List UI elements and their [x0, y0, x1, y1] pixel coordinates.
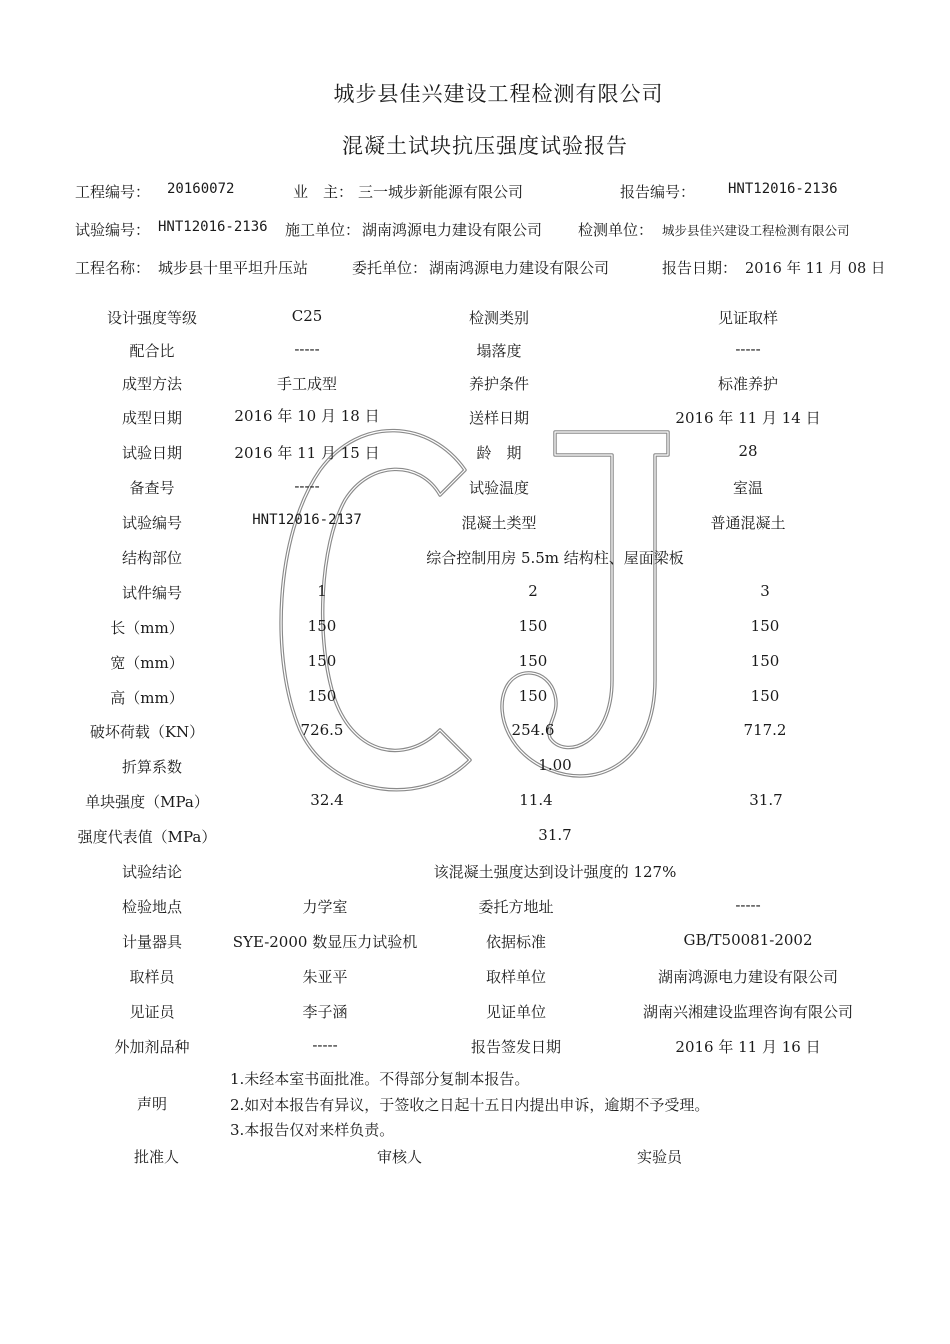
width-1: 150	[307, 652, 337, 670]
issue-date-value: 2016 年 11 月 16 日	[675, 1038, 821, 1056]
builder-value: 湖南鸿源电力建设有限公司	[362, 221, 543, 239]
reference-no-value: -----	[294, 477, 320, 495]
length-2: 150	[518, 617, 548, 635]
row-label-issue-date: 报告签发日期	[470, 1038, 562, 1056]
row-label-height: 高（mm）	[110, 689, 184, 707]
approver-label: 批准人	[134, 1148, 180, 1166]
conclusion-value: 该混凝土强度达到设计强度的 127%	[433, 863, 677, 881]
project-name-value: 城步县十里平坦升压站	[158, 259, 309, 277]
report-date-value: 2016 年 11 月 08 日	[745, 261, 886, 277]
row-label-sampler: 取样员	[129, 968, 175, 986]
admixture-value: -----	[312, 1036, 338, 1054]
statement-line-3: 3.本报告仅对来样负责。	[230, 1121, 395, 1139]
row-label-structure-part: 结构部位	[121, 549, 183, 567]
row-label-width: 宽（mm）	[110, 654, 184, 672]
row-label-test-no: 试验编号	[121, 514, 183, 532]
owner-value: 三一城步新能源有限公司	[358, 183, 524, 201]
row-label-test-temperature: 试验温度	[468, 479, 530, 497]
representative-strength-value: 31.7	[538, 826, 572, 844]
row-label-forming-date: 成型日期	[121, 409, 183, 427]
row-label-age: 龄 期	[476, 444, 522, 462]
row-label-instrument: 计量器具	[121, 933, 183, 951]
height-1: 150	[307, 687, 337, 705]
failure-load-3: 717.2	[743, 721, 787, 739]
slump-value: -----	[735, 340, 761, 358]
row-label-conclusion: 试验结论	[121, 863, 183, 881]
row-label-reference-no: 备查号	[129, 479, 175, 497]
tester-label: 实验员	[637, 1148, 683, 1166]
row-label-witness-unit: 见证单位	[485, 1003, 547, 1021]
row-label-representative-strength: 强度代表值（MPa）	[77, 828, 217, 846]
sampling-unit-value: 湖南鸿源电力建设有限公司	[657, 968, 839, 986]
builder-label: 施工单位：	[285, 221, 361, 239]
row-label-standard: 依据标准	[485, 933, 547, 951]
test-no-value: HNT12016-2136	[158, 219, 268, 235]
failure-load-2: 254.6	[511, 721, 555, 739]
height-2: 150	[518, 687, 548, 705]
conversion-factor-value: 1.00	[538, 756, 572, 774]
row-label-test-date: 试验日期	[121, 444, 183, 462]
specimen-no-2: 2	[528, 582, 538, 600]
client-address-value: -----	[735, 896, 761, 914]
row-label-length: 长（mm）	[110, 619, 184, 637]
length-1: 150	[307, 617, 337, 635]
report-date-label: 报告日期：	[662, 259, 738, 277]
age-value: 28	[738, 442, 758, 460]
witness-value: 李子涵	[302, 1003, 348, 1021]
row-label-conversion-factor: 折算系数	[121, 758, 183, 776]
specimen-no-3: 3	[760, 582, 770, 600]
statement-label: 声明	[136, 1095, 168, 1113]
specimen-no-1: 1	[317, 582, 327, 600]
report-title: 混凝土试块抗压强度试验报告	[342, 134, 628, 158]
width-3: 150	[750, 652, 780, 670]
forming-date-value: 2016 年 10 月 18 日	[234, 407, 380, 425]
inspector-label: 检测单位：	[578, 221, 654, 239]
curing-value: 标准养护	[717, 375, 779, 393]
client-value: 湖南鸿源电力建设有限公司	[429, 259, 610, 277]
single-strength-3: 31.7	[749, 791, 783, 809]
test-location-value: 力学室	[302, 898, 348, 916]
company-title: 城步县佳兴建设工程检测有限公司	[333, 82, 664, 106]
project-no-label: 工程编号：	[75, 183, 151, 201]
test-no-label: 试验编号：	[75, 221, 151, 239]
project-no-value: 20160072	[167, 181, 235, 197]
row-label-witness: 见证员	[129, 1003, 175, 1021]
row-label-test-category: 检测类别	[468, 309, 530, 327]
row-label-mix-ratio: 配合比	[129, 342, 175, 360]
statement-line-1: 1.未经本室书面批准。不得部分复制本报告。	[230, 1070, 530, 1088]
mix-ratio-value: -----	[294, 340, 320, 358]
single-strength-2: 11.4	[519, 791, 553, 809]
project-name-label: 工程名称：	[75, 259, 151, 277]
row-label-admixture: 外加剂品种	[114, 1038, 190, 1056]
sampler-value: 朱亚平	[302, 968, 348, 986]
row-label-concrete-type: 混凝土类型	[461, 514, 537, 532]
design-grade-value: C25	[291, 307, 323, 325]
test-no-cell-value: HNT12016-2137	[252, 512, 362, 528]
row-label-design-grade: 设计强度等级	[106, 309, 198, 327]
inspector-value: 城步县佳兴建设工程检测有限公司	[662, 223, 850, 238]
row-label-curing: 养护条件	[468, 375, 530, 393]
statement-line-2: 2.如对本报告有异议，于签收之日起十五日内提出申诉，逾期不予受理。	[230, 1096, 710, 1114]
row-label-single-strength: 单块强度（MPa）	[85, 793, 209, 811]
instrument-value: SYE-2000 数显压力试验机	[232, 933, 418, 951]
row-label-forming-method: 成型方法	[121, 375, 183, 393]
client-label: 委托单位：	[352, 259, 428, 277]
row-label-slump: 塌落度	[476, 342, 522, 360]
report-no-value: HNT12016-2136	[728, 181, 838, 197]
witness-unit-value: 湖南兴湘建设监理咨询有限公司	[642, 1003, 854, 1021]
row-label-specimen-no: 试件编号	[121, 584, 183, 602]
height-3: 150	[750, 687, 780, 705]
single-strength-1: 32.4	[310, 791, 344, 809]
concrete-type-value: 普通混凝土	[710, 514, 786, 532]
length-3: 150	[750, 617, 780, 635]
failure-load-1: 726.5	[300, 721, 344, 739]
row-label-delivery-date: 送样日期	[468, 409, 530, 427]
test-category-value: 见证取样	[717, 309, 779, 327]
test-date-value: 2016 年 11 月 15 日	[234, 444, 380, 462]
report-no-label: 报告编号：	[620, 183, 696, 201]
standard-value: GB/T50081-2002	[683, 931, 813, 949]
test-temperature-value: 室温	[732, 479, 764, 497]
reviewer-label: 审核人	[377, 1148, 423, 1166]
owner-label: 业 主：	[293, 183, 354, 201]
row-label-sampling-unit: 取样单位	[485, 968, 547, 986]
row-label-client-address: 委托方地址	[478, 898, 554, 916]
structure-part-value: 综合控制用房 5.5m 结构柱、屋面梁板	[426, 549, 684, 567]
forming-method-value: 手工成型	[276, 375, 338, 393]
width-2: 150	[518, 652, 548, 670]
row-label-test-location: 检验地点	[121, 898, 183, 916]
row-label-failure-load: 破坏荷载（KN）	[89, 723, 205, 741]
delivery-date-value: 2016 年 11 月 14 日	[675, 409, 821, 427]
